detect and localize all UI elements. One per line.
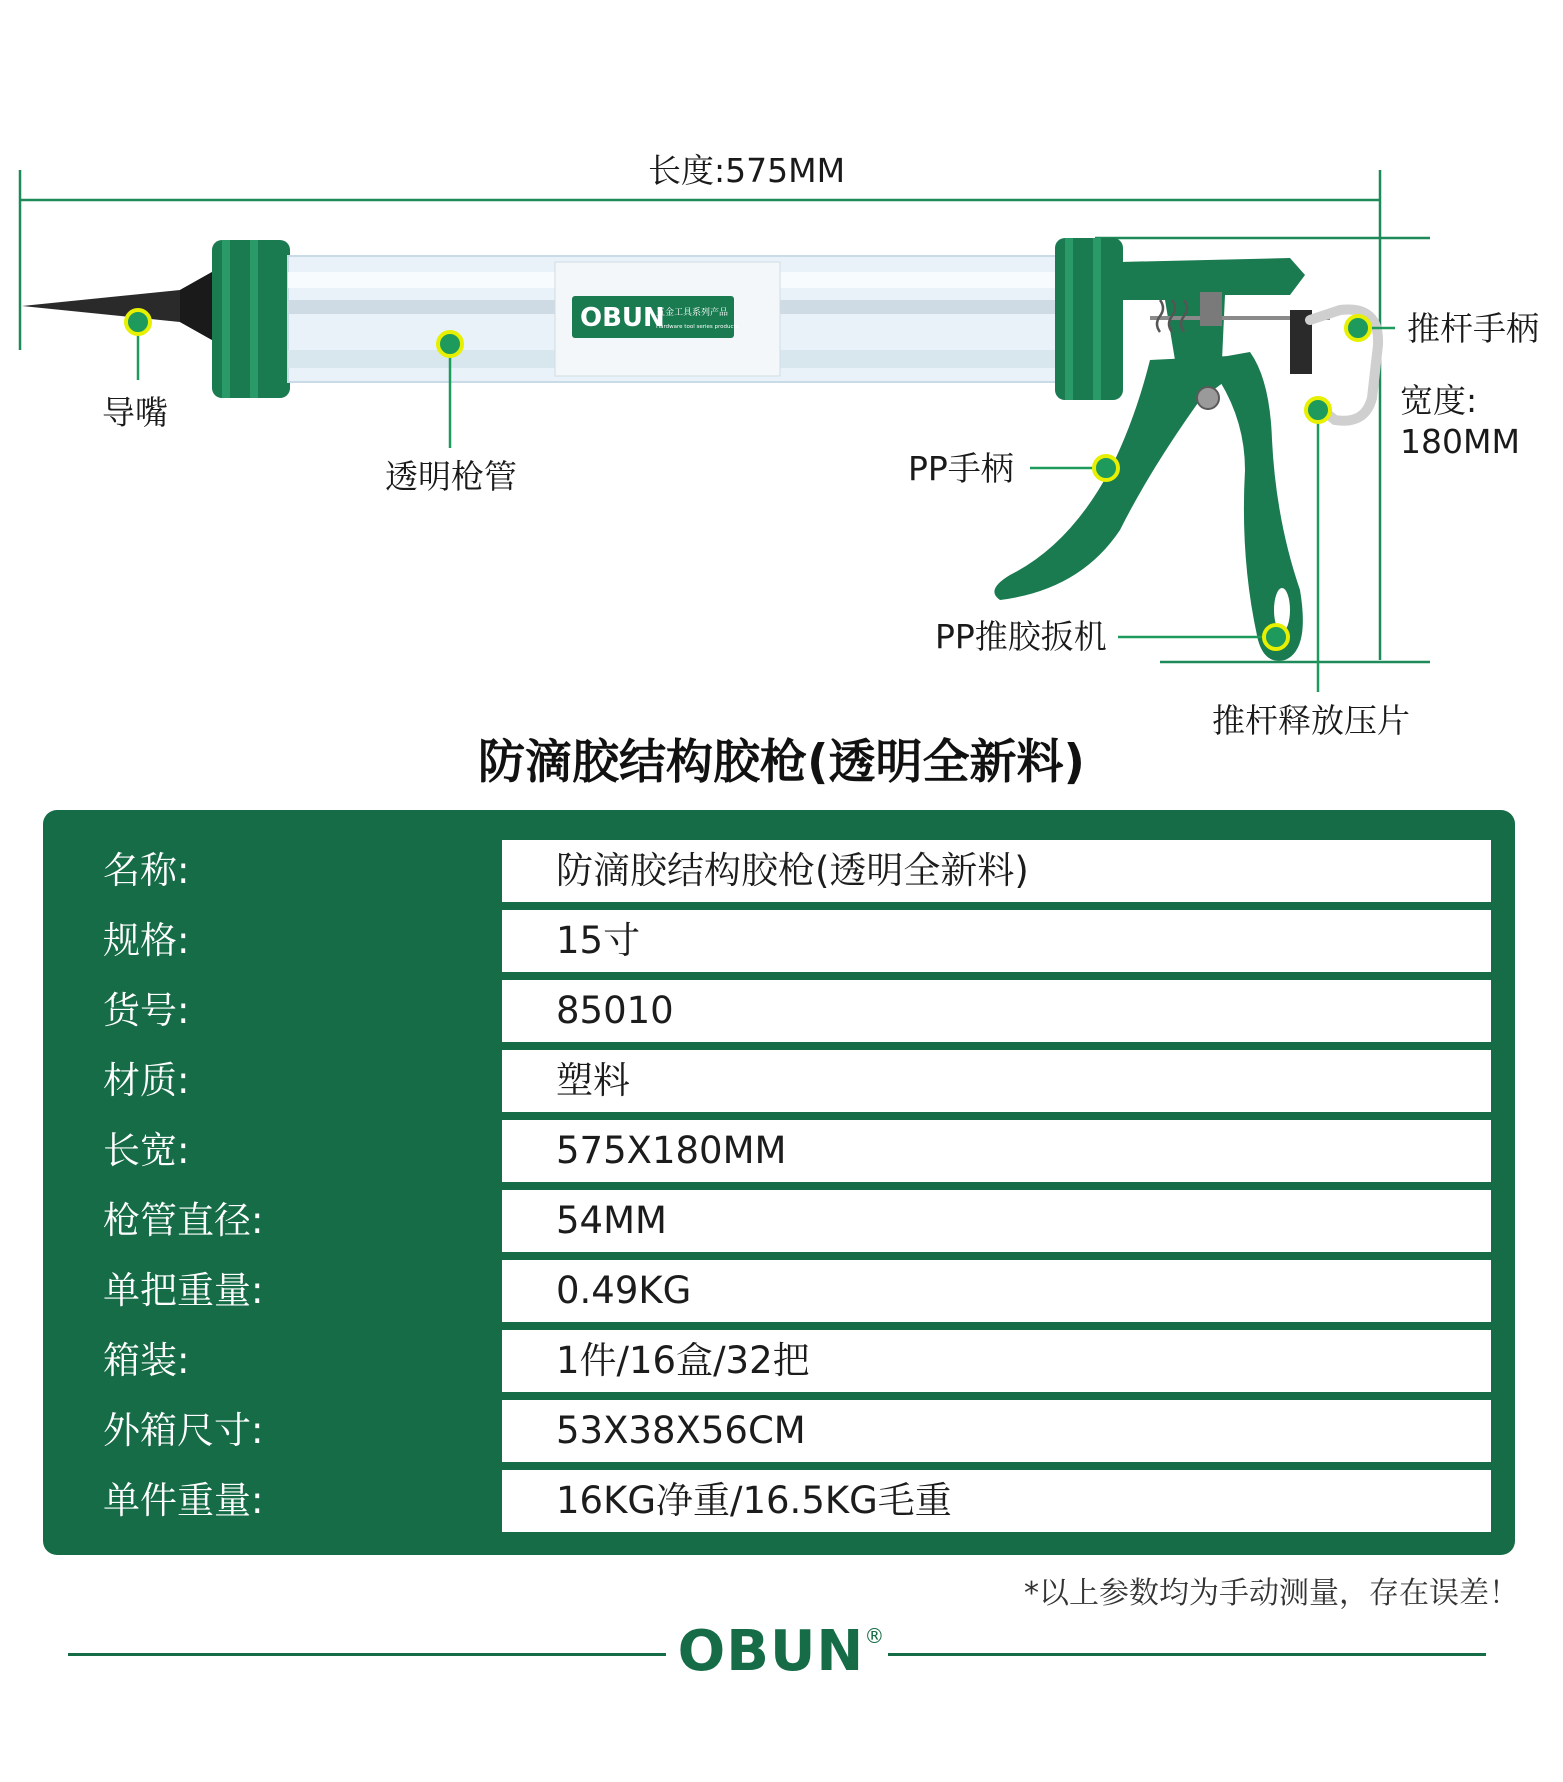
spec-value: 1件/16盒/32把 bbox=[502, 1330, 1491, 1392]
barrel-dot bbox=[438, 332, 462, 356]
trigger-label: PP推胶扳机 bbox=[935, 617, 1107, 656]
pp-handle-dot bbox=[1094, 456, 1118, 480]
brand-logo: OBUN® bbox=[677, 1619, 886, 1684]
svg-text:Hardware tool series products: Hardware tool series products bbox=[656, 324, 739, 330]
spec-value: 16KG净重/16.5KG毛重 bbox=[502, 1470, 1491, 1532]
nozzle-label: 导嘴 bbox=[102, 393, 168, 432]
spec-value: 塑料 bbox=[502, 1050, 1491, 1112]
spec-row-unit-weight bbox=[67, 1260, 1491, 1322]
spec-row-material bbox=[67, 1050, 1491, 1112]
spec-value: 15寸 bbox=[502, 910, 1491, 972]
trigger-dot bbox=[1264, 625, 1288, 649]
spec-label: 规格: bbox=[67, 910, 498, 972]
spec-label: 长宽: bbox=[67, 1120, 498, 1182]
product-diagram bbox=[0, 0, 1563, 760]
width-label-line1: 宽度: bbox=[1400, 381, 1478, 420]
caulking-gun-illustration bbox=[0, 0, 1563, 760]
spec-value: 0.49KG bbox=[502, 1260, 1491, 1322]
spec-row-carton-size bbox=[67, 1400, 1491, 1462]
spec-label: 枪管直径: bbox=[67, 1190, 498, 1252]
spec-value: 85010 bbox=[502, 980, 1491, 1042]
registered-mark: ® bbox=[864, 1624, 886, 1648]
spec-label: 名称: bbox=[67, 840, 498, 902]
spec-row-size bbox=[67, 910, 1491, 972]
svg-text:五金工具系列产品: 五金工具系列产品 bbox=[656, 308, 729, 318]
spec-label: 单把重量: bbox=[67, 1260, 498, 1322]
spec-table-panel bbox=[43, 810, 1515, 1555]
spec-label: 外箱尺寸: bbox=[67, 1400, 498, 1462]
spec-row-packing bbox=[67, 1330, 1491, 1392]
barrel-logo-text: OBUN bbox=[580, 303, 665, 333]
spec-label: 箱装: bbox=[67, 1330, 498, 1392]
product-title: 防滴胶结构胶枪(透明全新料) bbox=[478, 735, 1085, 790]
spec-row-barrel-diameter bbox=[67, 1190, 1491, 1252]
spec-row-dimensions bbox=[67, 1120, 1491, 1182]
spec-row-name bbox=[67, 840, 1491, 902]
spec-value: 防滴胶结构胶枪(透明全新料) bbox=[502, 840, 1491, 902]
spec-value: 54MM bbox=[502, 1190, 1491, 1252]
length-label: 长度:575MM bbox=[648, 151, 846, 190]
nozzle-dot bbox=[126, 310, 150, 334]
rod-handle-label: 推杆手柄 bbox=[1407, 309, 1539, 348]
spec-table bbox=[67, 840, 1491, 1532]
pp-handle-label: PP手柄 bbox=[908, 449, 1014, 488]
spec-row-item-no bbox=[67, 980, 1491, 1042]
spec-label: 单件重量: bbox=[67, 1470, 498, 1532]
spec-row-carton-weight bbox=[67, 1470, 1491, 1532]
rod-handle-dot bbox=[1346, 316, 1370, 340]
spec-label: 材质: bbox=[67, 1050, 498, 1112]
barrel-label-text: 透明枪管 bbox=[385, 457, 517, 496]
spec-value: 53X38X56CM bbox=[502, 1400, 1491, 1462]
spec-label: 货号: bbox=[67, 980, 498, 1042]
spec-value: 575X180MM bbox=[502, 1120, 1491, 1182]
release-plate-dot bbox=[1306, 398, 1330, 422]
release-plate-label: 推杆释放压片 bbox=[1212, 701, 1410, 740]
measurement-note: *以上参数均为手动测量，存在误差！ bbox=[1024, 1576, 1519, 1611]
width-label-line2: 180MM bbox=[1400, 422, 1520, 461]
